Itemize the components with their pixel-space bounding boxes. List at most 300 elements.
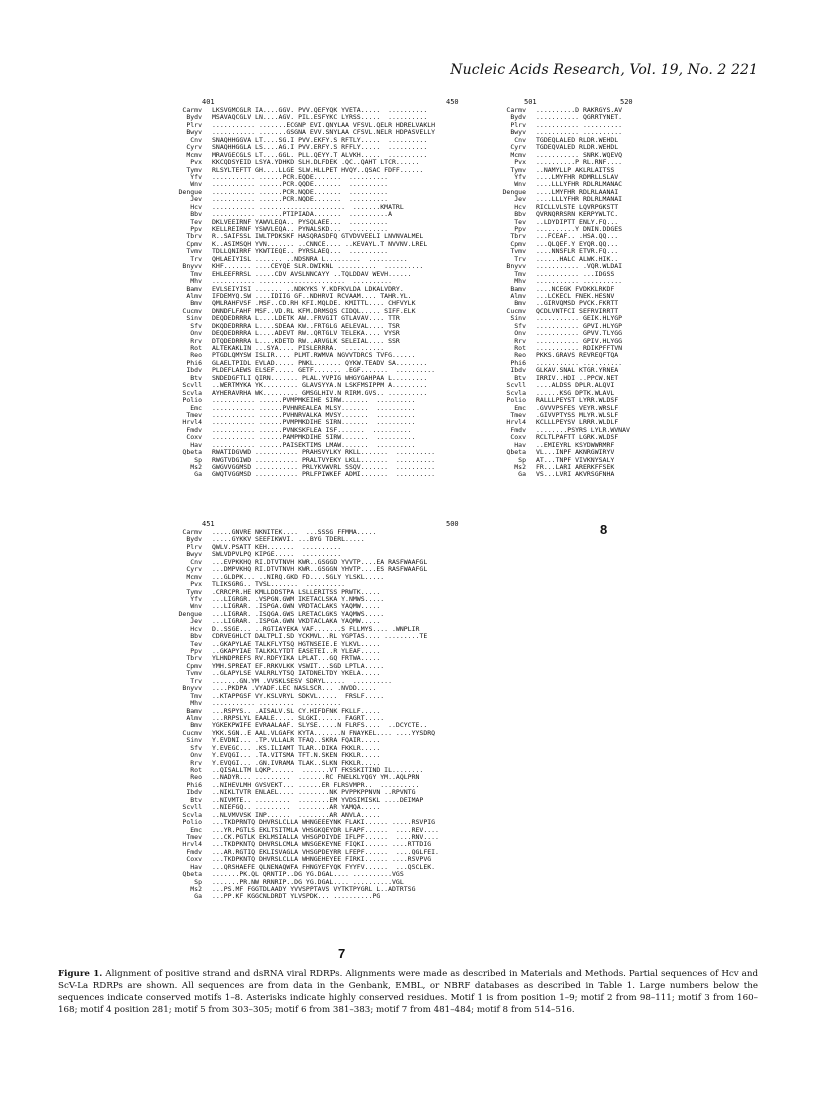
sequence: VL...INPF AKNRGWIRYV xyxy=(536,448,615,457)
virus-name: Mcmv xyxy=(186,572,202,581)
sequence: MRAVGECGLS LT....GGL. PLL.QEYY.T ALVKH..... .......... xyxy=(212,150,428,159)
sequence: RICLLVLSTE LQVRPGKSTT xyxy=(536,202,619,211)
virus-name: Scvla xyxy=(182,388,202,397)
sequence: ...TKDPKNTQ DHVRSLCLLA WHNGEHEYEE FIRKI...... ....RSVPVG xyxy=(212,855,432,864)
virus-name: Btv xyxy=(514,373,526,382)
virus-name: Tvmv xyxy=(186,669,202,678)
sequence: VS...LVRI AKVRSGFNHA xyxy=(536,470,615,479)
virus-name: Bydv xyxy=(510,113,526,122)
virus-name: Onv xyxy=(190,751,202,760)
virus-name: Coxv xyxy=(510,433,526,442)
virus-name: Ms2 xyxy=(190,463,202,471)
virus-name: Almv xyxy=(510,291,526,300)
journal-header: Nucleic Acids Research, Vol. 19, No. 2 221 xyxy=(450,62,758,78)
sequence: DKLVEEIRNF YAWVLEQA.. PYSQLAEE... .......... xyxy=(212,217,389,226)
virus-name: Phi6 xyxy=(186,780,202,789)
virus-name: Sinv xyxy=(186,314,202,323)
virus-name: Trv xyxy=(190,254,202,263)
sequence: ........... .......... xyxy=(536,277,623,286)
virus-name: Mhv xyxy=(190,699,202,708)
sequence: ........... .......... xyxy=(536,128,623,137)
sequence: ....LMYFHR RDLRLAANAI xyxy=(536,187,619,196)
virus-name: Btv xyxy=(190,795,202,804)
sequence: ........... ......PVNKSKFLEA ISF....... .......... xyxy=(212,425,412,434)
sequence: ........... .VQR.WLDAI xyxy=(536,262,623,271)
sequence: ..NIVMTE.. ......... ........EM YVDSIMISKL ....DEIMAP xyxy=(212,795,424,804)
sequence: ...LIGRAR. .ISQGA.GWS LRETACLGKS YAQMWS..... xyxy=(212,609,385,618)
virus-name: Dengue xyxy=(502,187,526,196)
virus-name: Qbeta xyxy=(182,448,202,457)
virus-name: Hrvl4 xyxy=(506,418,526,427)
block-b-end: 500 xyxy=(446,520,459,528)
sequence: ..NADYR... ......... .......RC FNELKLYQGY YM..AQLPRN xyxy=(212,773,420,782)
virus-name: Ppv xyxy=(190,225,202,233)
sequence: YLHNDPREFS RV.RDFYIKA LPLAT...GQ FRTWA..... xyxy=(212,654,381,663)
sequence: ...LIGRAR. .ISPGA.GWN VKDTACLAKA YAQMW..... xyxy=(212,617,381,626)
sequence: RLSYLTEFTT GH....LLGE SLW.HLLPET HVQY..QSAC FDFF...... xyxy=(212,165,424,174)
virus-name: Bnyvv xyxy=(506,262,526,271)
sequence: SWLVDPVLPQ KIPGE..... .......... xyxy=(212,550,342,559)
virus-name: Cnv xyxy=(190,557,202,566)
sequence: ..WERTMYKA YK......... GLAVSYYA.N LSKFMSIPPM A......... xyxy=(212,381,428,390)
virus-name: Qbeta xyxy=(182,870,202,879)
virus-name: Hrvl4 xyxy=(182,840,202,849)
virus-name: Polio xyxy=(506,396,526,405)
virus-name: Rot xyxy=(190,344,202,352)
sequence: ........... ......PAMPMKDIHE SIRW....... .......... xyxy=(212,433,416,442)
sequence: ..GKAPYIAE TALKKLYTDT EASETEI..R YLEAF..... xyxy=(212,647,381,655)
sequence: DNNDFLFAHF MSF..VD.RL KFM.DRMSQS CIDQL..... SIFF.ELK xyxy=(212,306,416,315)
virus-name: Bydv xyxy=(186,113,202,122)
figure-caption xyxy=(58,968,758,1016)
virus-name: Tev xyxy=(514,217,526,226)
sequence: DEQDEDRRRA L....LDETK AW..FRVGIT GTLAVAV.... TTR xyxy=(212,314,400,323)
sequence: SNDEDGFTLI QIRN....... PLAL.YVPIG WHGYGAHPAA L......... xyxy=(212,373,428,382)
sequence: TGDEQLALED RLDR.WEHDL xyxy=(536,135,619,144)
sequence: .......PR.NW RRNRIP..DG YG.DGAL.... ..........VGL xyxy=(212,877,404,886)
virus-name: Bamv xyxy=(186,284,202,293)
virus-name: Wnv xyxy=(190,180,202,189)
sequence: KKCQDSYEID LSYA.YDHKD SLH.DLFDEK .QC..QAHT LTCR...... xyxy=(212,158,420,167)
sequence: .GIVVPTYSS MLYR.WLSLF xyxy=(536,410,619,419)
sequence: ...LCKECL FNEK.HESNV xyxy=(536,291,615,300)
alignment-block-451-500 xyxy=(150,529,439,901)
sequence: RALLLPEYST LYRR.WLDSF xyxy=(536,396,619,405)
sequence: .CRRCPR.HE KMLLDDSTPA LSLLERITSS PRWTK..... xyxy=(212,587,381,596)
alignment-block-401-450 xyxy=(150,107,435,479)
sequence: .....GNVRE NKNITEK.... ...SSSG FFMMA..... xyxy=(212,528,377,536)
virus-name: Reo xyxy=(514,351,526,360)
sequence: ........... ......PCR.NQDE....... .......... xyxy=(212,195,389,204)
sequence: YGKEKPWIFE EVRAALAAF. SLYSE.....N FLRFS.... ..DCYCTE.. xyxy=(212,721,428,730)
sequence: ........... ......PVMPMKEIHE SIRW....... .......... xyxy=(212,396,416,405)
sequence: ..LDYDIPTT ENLY.FQ... xyxy=(536,217,619,226)
sequence: ...YR.PGTLS EKLTSITMLA VHSGKQEYDR LFAPF...... ....REV.... xyxy=(212,825,439,834)
virus-name: Rot xyxy=(190,766,202,774)
virus-name: Bbv xyxy=(514,210,526,219)
sequence: QWLV.PSATT KEH....... .......... xyxy=(212,542,342,551)
virus-name: Phi6 xyxy=(510,358,526,367)
virus-name: Dengue xyxy=(178,187,202,196)
sequence: ........... .......... xyxy=(536,358,623,367)
virus-name: Tbrv xyxy=(186,232,202,241)
virus-name: Bnyvv xyxy=(182,684,202,693)
virus-name: Hcv xyxy=(190,202,202,211)
virus-name: Hrvl4 xyxy=(182,418,202,427)
sequence: ........... ......PVHNRVALKA MVSY....... .......... xyxy=(212,410,416,419)
sequence: ALTEKAKLIN ...SYA.... PISLERRRA. .......... xyxy=(212,344,385,352)
sequence: ........... ...................... .......... xyxy=(212,277,393,286)
virus-name: Yfv xyxy=(190,172,202,181)
sequence: Y.EVDNI... .TP.VLLALR TFAQ..SKRA FQAIR..... xyxy=(212,736,381,745)
sequence: ...CK.PGTLK EKLMSIALLA VHSGPDIYDE IFLPF...... ....RNV.... xyxy=(212,832,439,841)
virus-name: Pvx xyxy=(514,158,526,167)
sequence: SNAQHHGGVA LT....SG.I PVV.EKFY.S RFTLY..... .......... xyxy=(212,135,428,144)
virus-name: Ppv xyxy=(190,647,202,655)
virus-name: Bamv xyxy=(186,706,202,715)
virus-name: Onv xyxy=(190,329,202,338)
sequence: ........... ......PTIPIADA....... ..........A xyxy=(212,210,393,219)
virus-name: Phi6 xyxy=(186,358,202,367)
sequence: .....GYKKV SEEFIKWVI. ...BYG TDERL..... xyxy=(212,535,365,544)
virus-name: Sinv xyxy=(186,736,202,745)
virus-name: Fmdv xyxy=(186,847,202,856)
virus-name: Reo xyxy=(190,773,202,782)
sequence: ........PSYRS LYLR.WVNAV xyxy=(536,425,630,434)
virus-name: Cnv xyxy=(514,135,526,144)
virus-name: Cucmv xyxy=(182,728,202,737)
sequence: ...RSPYS.. .AISALV.SL CY.HIFDFNK FKLLF..... xyxy=(212,706,381,715)
block-a-start: 401 xyxy=(202,98,215,106)
sequence: ......KSG DPTK.WLAVL xyxy=(536,388,615,397)
virus-name: Hav xyxy=(514,440,526,449)
virus-name: Coxv xyxy=(186,855,202,864)
sequence: ....NCEGK FVDKKLRKDF xyxy=(536,284,615,293)
sequence: ........... ...IDGSS xyxy=(536,269,615,278)
sequence: ...GLDPK... ..NIRQ.GKD FD....SGLY YLSKL..... xyxy=(212,572,385,581)
virus-name: Jev xyxy=(190,617,202,626)
sequence: ........... SNRK.WQEVQ xyxy=(536,150,623,159)
virus-name: Cpmv xyxy=(186,661,202,670)
virus-name: Wnv xyxy=(514,180,526,189)
sequence: IRRIV..HDI ..PPCW.NET xyxy=(536,373,619,382)
virus-name: Tev xyxy=(190,217,202,226)
alignment-block-501-520 xyxy=(484,107,630,479)
virus-name: Polio xyxy=(182,818,202,827)
virus-name: Carmv xyxy=(506,106,526,114)
virus-name: Almv xyxy=(186,713,202,722)
virus-name: Ms2 xyxy=(514,463,526,471)
virus-name: Fmdv xyxy=(510,425,526,434)
virus-name: Sfv xyxy=(190,321,202,330)
virus-name: Bnyvv xyxy=(182,262,202,271)
virus-name: Tev xyxy=(190,639,202,648)
virus-name: Rrv xyxy=(190,758,202,767)
sequence: GWQTVGGMSD ........... PRLFPIWKEF ADMI....... .......... xyxy=(212,470,436,479)
virus-name: Cpmv xyxy=(186,239,202,248)
virus-name: Scvll xyxy=(506,381,526,390)
virus-name: Carmv xyxy=(182,106,202,114)
virus-name: Cyrv xyxy=(186,565,202,574)
caption-text: Alignment of positive strand and dsRNA viral RDRPs. Alignments were made as described in Materials and Methods. Partial sequences of Hcv and ScV-La RDRPs are shown. All sequences are from data in the Genbank, EMBL, or NBRF databases as described in Table 1. Large numbers below the sequences indicate conserved motifs 1–8. Asterisks indicate highly conserved residues. Motif 1 is from position 1–9; motif 2 from 98–111; motif 3 from 160–168; motif 4 position 281; motif 5 from 303–305; motif 6 from 381–383; motif 7 from 481–484; motif 8 from 514–516. xyxy=(58,969,759,1015)
sequence: ........... ......PCR.NQDE....... .......... xyxy=(212,187,389,196)
sequence: ..NIKLTVTR ENLAEL.... ........NK PVPPKPPNVN ..RPVNTG xyxy=(212,788,416,797)
virus-name: Bmv xyxy=(190,721,202,730)
virus-name: Mcmv xyxy=(186,150,202,159)
sequence: R..SAIFSSL IWLTPDKSKF HASQRASDFQ GTVDVVEELI LNVNVALMEL xyxy=(212,232,424,241)
alignment-row xyxy=(150,893,439,900)
virus-name: Tvmv xyxy=(510,247,526,256)
virus-name: Reo xyxy=(190,351,202,360)
sequence: ........... ......PVHNREALEA MLSY....... .......... xyxy=(212,403,416,412)
sequence: ..NIEFGQ.. ......... ........AR YAMQA..... xyxy=(212,803,381,812)
sequence: ....PKDPA .VYADF.LEC NASLSCR... .NVDD..... xyxy=(212,684,377,693)
sequence: ........... RDIKPFFTVN xyxy=(536,344,623,352)
sequence: ..........Y DNIN.DDGES xyxy=(536,225,623,233)
virus-name: Bwyv xyxy=(186,128,202,137)
virus-name: Polio xyxy=(182,396,202,405)
virus-name: Cucmv xyxy=(506,306,526,315)
virus-name: Emc xyxy=(190,403,202,412)
sequence: ..QISALLTM LQKP...... .......VT FKSSKITIND IL........ xyxy=(212,766,424,774)
sequence: ...QRSHAEFE QLNENAQWFA FHNGYEFYQK FYYFV...... ...QSCLEK. xyxy=(212,862,436,871)
virus-name: Sp xyxy=(194,455,202,464)
virus-name: Tmev xyxy=(186,832,202,841)
motif-7-label: 7 xyxy=(338,946,346,961)
virus-name: Sfv xyxy=(190,743,202,752)
virus-name: Cucmv xyxy=(182,306,202,315)
sequence: YKK.SGN..E AAL.VLGAFK KYTA.......N FNAYKEL.... ....YYSDRQ xyxy=(212,728,436,737)
sequence: DEQDEDRRRA L....ADEVT RW..QRTGLV TELEKA.... VYSR xyxy=(212,329,400,338)
sequence: DKQDEDRRRA L....SDEAA KW..FRTGLG AELEVAL.... TSR xyxy=(212,321,400,330)
sequence: QMLRAHFVSF .MSF..CD.RH KFI.MQLDE. KMITTL.... CHFVYLK xyxy=(212,299,416,308)
sequence: GLAELTPIDL EVLAD..... PNKL....... QYKW.TEADV SA........ xyxy=(212,358,428,367)
virus-name: Bwyv xyxy=(510,128,526,137)
sequence: ........... ......PAISEKTIMS LMAW....... .......... xyxy=(212,440,416,449)
virus-name: Scvla xyxy=(506,388,526,397)
sequence: ........... ...................... .......KMATRL xyxy=(212,202,404,211)
sequence: YMH.SPREAT EF.RRKVLKK VSWIT...SGD LPTLA..... xyxy=(212,661,385,670)
virus-name: Yfv xyxy=(190,594,202,603)
sequence: ...AR.RGTIQ EKLISVAGLA VHSGPDEYRR LFEPF...... ....QGLFEI. xyxy=(212,847,439,856)
virus-name: Plrv xyxy=(186,542,202,551)
virus-name: Bbv xyxy=(190,632,202,641)
sequence: ........... GEIK.HLYGP xyxy=(536,314,623,323)
sequence: ........... ......PVMPMKDIHE SIRN....... .......... xyxy=(212,418,416,427)
sequence: ..GKAPYLAE TALKFLYTSQ HGTNSEIE.E YLKVL..... xyxy=(212,639,381,648)
virus-name: Ibdv xyxy=(186,788,202,797)
virus-name: Plrv xyxy=(186,120,202,129)
virus-name: Cyrv xyxy=(510,143,526,152)
sequence: D..SSGE... ..RGTIAYEKA VAF.......S FLLMYS.... .WNPLIR xyxy=(212,624,420,633)
virus-name: Ms2 xyxy=(190,885,202,893)
virus-name: Yfv xyxy=(514,172,526,181)
virus-name: Emc xyxy=(514,403,526,412)
virus-name: Pvx xyxy=(190,158,202,167)
sequence: .GVVVPSFES VEYR.WRSLF xyxy=(536,403,619,412)
sequence: GWGVVGGMSD ........... PRLYKVWVRL SSQV....... .......... xyxy=(212,463,436,471)
virus-name: Fmdv xyxy=(186,425,202,434)
virus-name: Mhv xyxy=(190,277,202,286)
sequence: SNAQHHGGLA LS....AG.I PVV.ERFY.S RFFLY..... .......... xyxy=(212,143,428,152)
sequence: CDRVEGHLCT DALTPLI.SD YCKMVL..RL YGPTAS.... .........TE xyxy=(212,632,428,641)
sequence: AT...TNPF VIVKNYSALY xyxy=(536,455,615,464)
sequence: ....LMYFHR RDMRLLSLAV xyxy=(536,172,619,181)
sequence: ........... .......ECGNP EVI.QNYLAA VFSVL.QELR HDRELVAKLH xyxy=(212,120,436,129)
sequence: KCLLLPEYSV LRRR.WLDLF xyxy=(536,418,619,427)
sequence: TGDEQVALED RLDR.WEHDL xyxy=(536,143,619,152)
sequence: DTQDEDRRRA L....KDETD RW..ARVGLK SELEIAL.... SSR xyxy=(212,336,400,345)
virus-name: Rrv xyxy=(514,336,526,345)
virus-name: Bwyv xyxy=(186,550,202,559)
sequence: ....ALDSS DPLR.ALQVI xyxy=(536,381,615,390)
sequence: QHLAEIYISL ....... ..NDSNRA L......... .......... xyxy=(212,254,408,263)
sequence: Y.EVQGI... .GN.IVRAMA TLAK..SLKN FKKLR..... xyxy=(212,758,381,767)
virus-name: Trv xyxy=(190,676,202,685)
sequence: K..ASIMSQH YVN....... ..CNNCE.... ..KEVAYL.T NVVNV.LREL xyxy=(212,239,428,248)
virus-name: Cpmv xyxy=(510,239,526,248)
block-a-end: 450 xyxy=(446,98,459,106)
sequence: ..EMIEYRL KSYDWWRMRF xyxy=(536,440,615,449)
sequence: ........... QGRRTYNET. xyxy=(536,113,623,122)
alignment-row xyxy=(484,471,630,478)
virus-name: Mhv xyxy=(514,277,526,286)
virus-name: Hcv xyxy=(190,624,202,633)
sequence: .......PK.QL QRNTIP..DG YG.DGAL.... ..........VGS xyxy=(212,870,404,879)
sequence: ...PS.MF FGGTDLAADY YVVSPPTAVS VYTKTPYGRL L..ADTRTSG xyxy=(212,885,416,893)
virus-name: Scvla xyxy=(182,810,202,819)
sequence: IFDEMYQ.SW ....IDIIG GF..NDHRVI RCVAAM.... TAHR.YL. xyxy=(212,291,412,300)
sequence: ..KTAPPGSF VY.KSLVRYL SDKVL..... FRSLF..... xyxy=(212,691,385,700)
sequence: ...EVPKKHQ RI.DTVTNVH KWR..GSGGD YVVTP....EA RASFWAAFGL xyxy=(212,557,428,566)
sequence: ........... ......PCR.EQDE....... .......... xyxy=(212,172,389,181)
sequence: KELLREIRNF YSWVLEQA.. PYNALSKD... .......... xyxy=(212,225,389,233)
motif-8-label: 8 xyxy=(600,522,608,537)
virus-name: Sinv xyxy=(510,314,526,323)
virus-name: Rrv xyxy=(190,336,202,345)
virus-name: Tmev xyxy=(186,410,202,419)
sequence: TDLLQNIRRF YKWTIEQE.. PYRSLAEQ... .......... xyxy=(212,247,389,256)
sequence: ...TKDPKNTQ DHVRSLCMLA WNSGEKEYNE FIQKI...... ....RTTDIG xyxy=(212,840,432,849)
sequence: ..........D RAKRGYS.AV xyxy=(536,106,623,114)
virus-name: Dengue xyxy=(178,609,202,618)
virus-name: Scvll xyxy=(182,381,202,390)
sequence: QVRNQRRSRN KERPYWLTC. xyxy=(536,210,619,219)
sequence: PLDEFLAEWS ELSEF..... GETF....... .EGF....... .......... xyxy=(212,366,436,375)
virus-name: Pvx xyxy=(190,580,202,589)
alignment-row xyxy=(150,471,435,478)
virus-name: Bamv xyxy=(510,284,526,293)
virus-name: Plrv xyxy=(510,120,526,129)
virus-name: Emc xyxy=(190,825,202,834)
virus-name: Tymv xyxy=(510,165,526,174)
sequence: ...RRPSLYL EAALE..... SLGKI...... FAGRT..... xyxy=(212,713,385,722)
virus-name: Scvll xyxy=(182,803,202,812)
virus-name: Btv xyxy=(190,373,202,382)
sequence: ..........P RL.RNF.... xyxy=(536,158,623,167)
sequence: ...QLQEF.Y EYQR.QQ... xyxy=(536,239,619,248)
sequence: .......GN.YM .VVSKLSESV SDRYL..... .......... xyxy=(212,676,393,685)
block-b-start: 451 xyxy=(202,520,215,528)
caption-label: Figure 1. xyxy=(58,969,103,979)
virus-name: Sp xyxy=(194,877,202,886)
sequence: MSAVAQCGLV LN....AGV. PIL.ESFYKC LYRSS..... .......... xyxy=(212,113,428,122)
virus-name: Ga xyxy=(194,892,202,901)
sequence: PTGDLQMYSW ISLIR.... PLMT.RWMVA NGVVTDRCS TVFG...... xyxy=(212,351,416,360)
sequence: ...FCEAF.. .HSA.QQ... xyxy=(536,232,619,241)
virus-name: Hav xyxy=(190,440,202,449)
sequence: KHF....... ....CEYQE SLR.DWIKNL .......... .......... xyxy=(212,262,424,271)
sequence: Y.EVQGI... .TA.VITSMA TFT.N.SKEN FKKLR..... xyxy=(212,751,381,760)
virus-name: Wnv xyxy=(190,602,202,611)
virus-name: Hcv xyxy=(514,202,526,211)
sequence: ..NIHEVLMH GVSVEKT... ......ER FLRSVMPR.. .......... xyxy=(212,780,420,789)
virus-name: Tymv xyxy=(186,587,202,596)
block-c-end: 520 xyxy=(620,98,633,106)
virus-name: Cnv xyxy=(190,135,202,144)
virus-name: Bmv xyxy=(514,299,526,308)
sequence: ........... GPVV.TLYGG xyxy=(536,329,623,338)
virus-name: Rot xyxy=(514,344,526,352)
virus-name: Ibdv xyxy=(186,366,202,375)
virus-name: Sfv xyxy=(514,321,526,330)
virus-name: Ppv xyxy=(514,225,526,233)
sequence: ....NNSFLR ETVR.FQ... xyxy=(536,247,619,256)
sequence: ....LLLYFHR RDLRLMANAI xyxy=(536,195,623,204)
virus-name: Ga xyxy=(518,470,526,479)
sequence: FR...LARI ARERKFFSEK xyxy=(536,463,615,471)
sequence: ........... ......PCR.QQDE....... .......... xyxy=(212,180,389,189)
virus-name: Jev xyxy=(514,195,526,204)
sequence: EVLSEIYISI ....... ..NDKYKS Y.KDFKVLDA LDKALVDRY. xyxy=(212,284,404,293)
virus-name: Hav xyxy=(190,862,202,871)
sequence: ........... GPIV.HLYGG xyxy=(536,336,623,345)
sequence: EHLEEFRRSL .....CDV AVSLNNCAYY ..TQLDDAV WEVH...... xyxy=(212,269,412,278)
sequence: LKSVGMCGLR IA....GGV. PVV.QEFYQK YVETA..... .......... xyxy=(212,106,428,114)
virus-name: Sp xyxy=(518,455,526,464)
virus-name: Tmv xyxy=(190,269,202,278)
sequence: ...PP.KF KGGCNLDRDT YLVSPDK... ..........PG xyxy=(212,892,381,901)
sequence: AYHERAVRHA WK......... GMSGLHIV.N RIRM.GVS.. .......... xyxy=(212,388,428,397)
sequence: QCDLVNTFCI SEFRVIRRTT xyxy=(536,306,619,315)
virus-name: Tbrv xyxy=(186,654,202,663)
virus-name: Bmv xyxy=(190,299,202,308)
virus-name: Trv xyxy=(514,254,526,263)
sequence: ......HALC ALWK.HIK.. xyxy=(536,254,619,263)
sequence: ...LIGRGR. .VSPGN.GWM IKETACLSKA Y.NMWS..... xyxy=(212,594,385,603)
sequence: ..NAMYLLP AKLRLAITSS xyxy=(536,165,615,174)
virus-name: Ibdv xyxy=(510,366,526,375)
virus-name: Bbv xyxy=(190,210,202,219)
virus-name: Ga xyxy=(194,470,202,479)
virus-name: Tvmv xyxy=(186,247,202,256)
sequence: ...DMPVKHQ RI.DTVTNVH KWR..GSGGN YHVTP....ES RASFWAAFGL xyxy=(212,565,428,574)
sequence: ........... .......... xyxy=(536,120,623,129)
virus-name: Qbeta xyxy=(506,448,526,457)
block-c-start: 501 xyxy=(524,98,537,106)
virus-name: Mcmv xyxy=(510,150,526,159)
sequence: TLIKSGRG.. TVSL....... .......... xyxy=(212,580,346,589)
virus-name: Jev xyxy=(190,195,202,204)
sequence: ..GLAPYLSE VALRRLYTSQ IATDNELTDY YKELA..... xyxy=(212,669,381,678)
sequence: GLKAV.SNAL KTGR.YRNEA xyxy=(536,366,619,375)
virus-name: Almv xyxy=(186,291,202,300)
sequence: RWATIDGVWD ........... PRAHSVYLKY RKLL....... .......... xyxy=(212,448,436,457)
sequence: ........... .......GSGNA EVV.SNYLAA CFSVL.NELR HDPASVELLY xyxy=(212,128,436,137)
virus-name: Bydv xyxy=(186,535,202,544)
virus-name: Carmv xyxy=(182,528,202,536)
sequence: PKKS.GRAVS REVREQFTQA xyxy=(536,351,619,360)
